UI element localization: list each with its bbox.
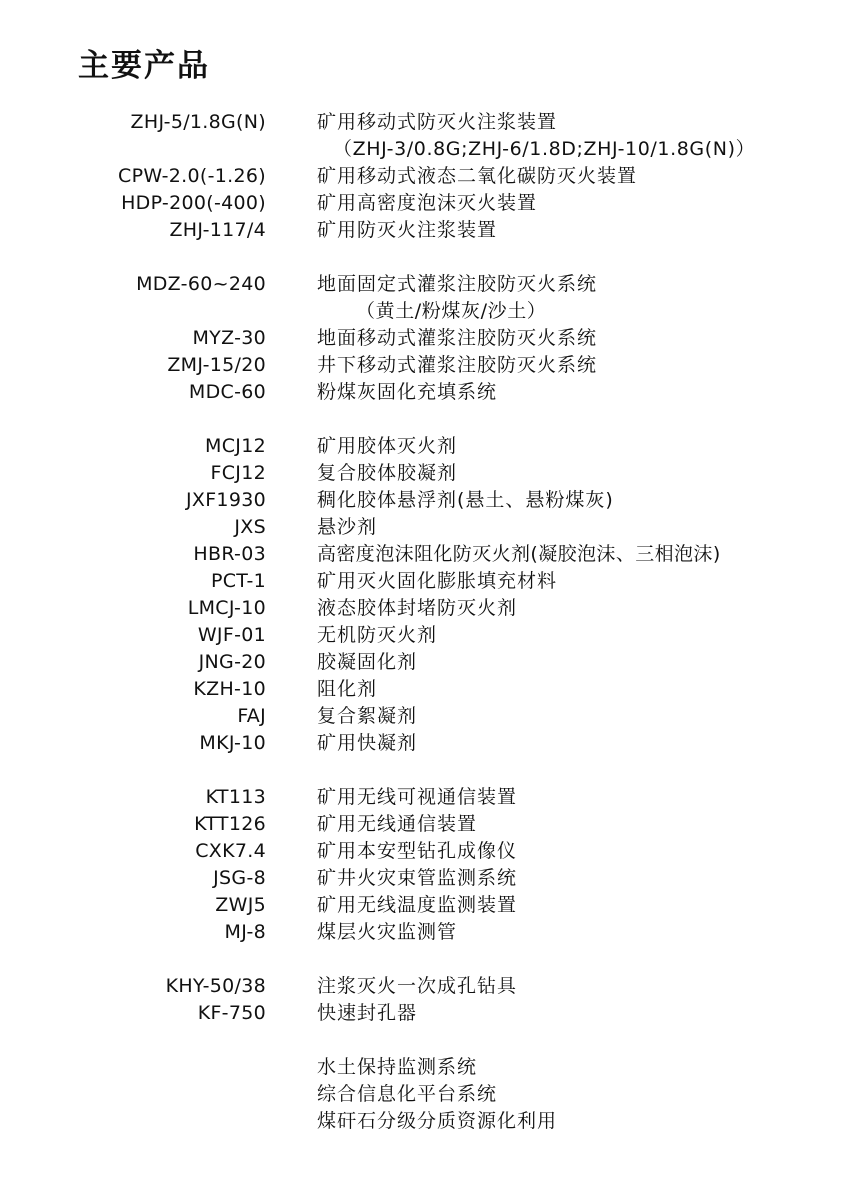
product-code: MJ-8 xyxy=(224,921,266,943)
product-description: 水土保持监测系统 xyxy=(317,1056,478,1078)
product-code: KF-750 xyxy=(197,1002,266,1024)
product-row xyxy=(0,1108,860,1135)
product-code: JXF1930 xyxy=(185,489,266,511)
product-row xyxy=(0,1081,860,1108)
product-code: MYZ-30 xyxy=(192,327,266,349)
product-code: ZWJ5 xyxy=(215,894,266,916)
product-row xyxy=(0,784,860,811)
product-description: 矿用高密度泡沫灭火装置 xyxy=(317,192,538,214)
product-code: JXS xyxy=(234,516,266,538)
product-description: 井下移动式灌浆注胶防灭火系统 xyxy=(317,354,598,376)
product-row xyxy=(0,811,860,838)
product-row xyxy=(0,433,860,460)
product-description: 高密度泡沫阻化防灭火剂(凝胶泡沫、三相泡沫) xyxy=(317,543,721,565)
product-description: 煤矸石分级分质资源化利用 xyxy=(317,1110,558,1132)
product-row xyxy=(0,622,860,649)
product-description: 矿用本安型钻孔成像仪 xyxy=(317,840,518,862)
product-row xyxy=(0,217,860,244)
product-row xyxy=(0,163,860,190)
product-code: MCJ12 xyxy=(205,435,266,457)
product-group-grouting-systems xyxy=(0,271,860,406)
product-code: MDC-60 xyxy=(188,381,266,403)
product-group-equipment xyxy=(0,109,860,244)
product-row xyxy=(0,838,860,865)
product-code: CPW-2.0(-1.26) xyxy=(118,165,266,187)
product-code: WJF-01 xyxy=(197,624,266,646)
product-description: 综合信息化平台系统 xyxy=(317,1083,498,1105)
product-row xyxy=(0,676,860,703)
product-row xyxy=(0,541,860,568)
product-code: MDZ-60~240 xyxy=(136,273,266,295)
product-row xyxy=(0,190,860,217)
product-description: 矿用无线可视通信装置 xyxy=(317,786,518,808)
product-row xyxy=(0,595,860,622)
product-description: 地面固定式灌浆注胶防灭火系统 xyxy=(317,273,598,295)
product-description: 无机防灭火剂 xyxy=(317,624,438,646)
product-row xyxy=(0,1000,860,1027)
product-model-note: （ZHJ-3/0.8G;ZHJ-6/1.8D;ZHJ-10/1.8G(N)） xyxy=(333,138,756,160)
product-row xyxy=(0,352,860,379)
product-description: 矿用无线通信装置 xyxy=(317,813,478,835)
product-row xyxy=(0,568,860,595)
product-description: 地面移动式灌浆注胶防灭火系统 xyxy=(317,327,598,349)
product-description: 复合絮凝剂 xyxy=(317,705,418,727)
product-group-agents xyxy=(0,433,860,757)
product-row xyxy=(0,460,860,487)
product-row xyxy=(0,649,860,676)
product-group-drilling xyxy=(0,973,860,1027)
product-code: ZHJ-5/1.8G(N) xyxy=(130,111,266,133)
product-row xyxy=(0,973,860,1000)
product-code: FCJ12 xyxy=(210,462,266,484)
product-description: 复合胶体胶凝剂 xyxy=(317,462,458,484)
product-description: 煤层火灾监测管 xyxy=(317,921,458,943)
product-description: 稠化胶体悬浮剂(悬土、悬粉煤灰) xyxy=(317,489,614,511)
product-note-row xyxy=(0,136,860,163)
product-code: KT113 xyxy=(205,786,266,808)
product-description: 矿用防灭火注浆装置 xyxy=(317,219,498,241)
product-description: 阻化剂 xyxy=(317,678,378,700)
product-code: FAJ xyxy=(237,705,266,727)
product-code: JNG-20 xyxy=(198,651,266,673)
product-row xyxy=(0,730,860,757)
product-code: CXK7.4 xyxy=(195,840,266,862)
product-code: MKJ-10 xyxy=(199,732,266,754)
product-code: KTT126 xyxy=(194,813,266,835)
product-description: 注浆灭火一次成孔钻具 xyxy=(317,975,518,997)
product-code: KHY-50/38 xyxy=(165,975,266,997)
product-code: LMCJ-10 xyxy=(187,597,266,619)
product-code: KZH-10 xyxy=(193,678,266,700)
product-row xyxy=(0,514,860,541)
product-row xyxy=(0,109,860,136)
product-code: JSG-8 xyxy=(213,867,266,889)
product-row xyxy=(0,919,860,946)
product-description: 粉煤灰固化充填系统 xyxy=(317,381,498,403)
product-description: 悬沙剂 xyxy=(317,516,378,538)
product-row xyxy=(0,271,860,298)
product-row xyxy=(0,892,860,919)
product-description: 快速封孔器 xyxy=(317,1002,418,1024)
product-code: PCT-1 xyxy=(210,570,266,592)
product-description: 矿井火灾束管监测系统 xyxy=(317,867,518,889)
product-material-note: （黄土/粉煤灰/沙土） xyxy=(356,300,547,322)
product-description: 矿用移动式液态二氧化碳防灭火装置 xyxy=(317,165,638,187)
product-description: 矿用灭火固化膨胀填充材料 xyxy=(317,570,558,592)
product-description: 胶凝固化剂 xyxy=(317,651,418,673)
product-row xyxy=(0,325,860,352)
product-row xyxy=(0,379,860,406)
product-description: 矿用无线温度监测装置 xyxy=(317,894,518,916)
product-row xyxy=(0,487,860,514)
product-description: 矿用胶体灭火剂 xyxy=(317,435,458,457)
product-code: ZHJ-117/4 xyxy=(169,219,266,241)
product-note-row xyxy=(0,298,860,325)
product-code: HBR-03 xyxy=(193,543,266,565)
product-row xyxy=(0,865,860,892)
product-description: 液态胶体封堵防灭火剂 xyxy=(317,597,518,619)
product-description: 矿用移动式防灭火注浆装置 xyxy=(317,111,558,133)
product-description: 矿用快凝剂 xyxy=(317,732,418,754)
product-row xyxy=(0,1054,860,1081)
product-row xyxy=(0,703,860,730)
product-list xyxy=(0,109,860,1135)
product-code: ZMJ-15/20 xyxy=(167,354,266,376)
product-group-systems xyxy=(0,1054,860,1135)
product-group-monitoring xyxy=(0,784,860,946)
product-code: HDP-200(-400) xyxy=(121,192,266,214)
page-title: 主要产品 xyxy=(78,48,210,84)
